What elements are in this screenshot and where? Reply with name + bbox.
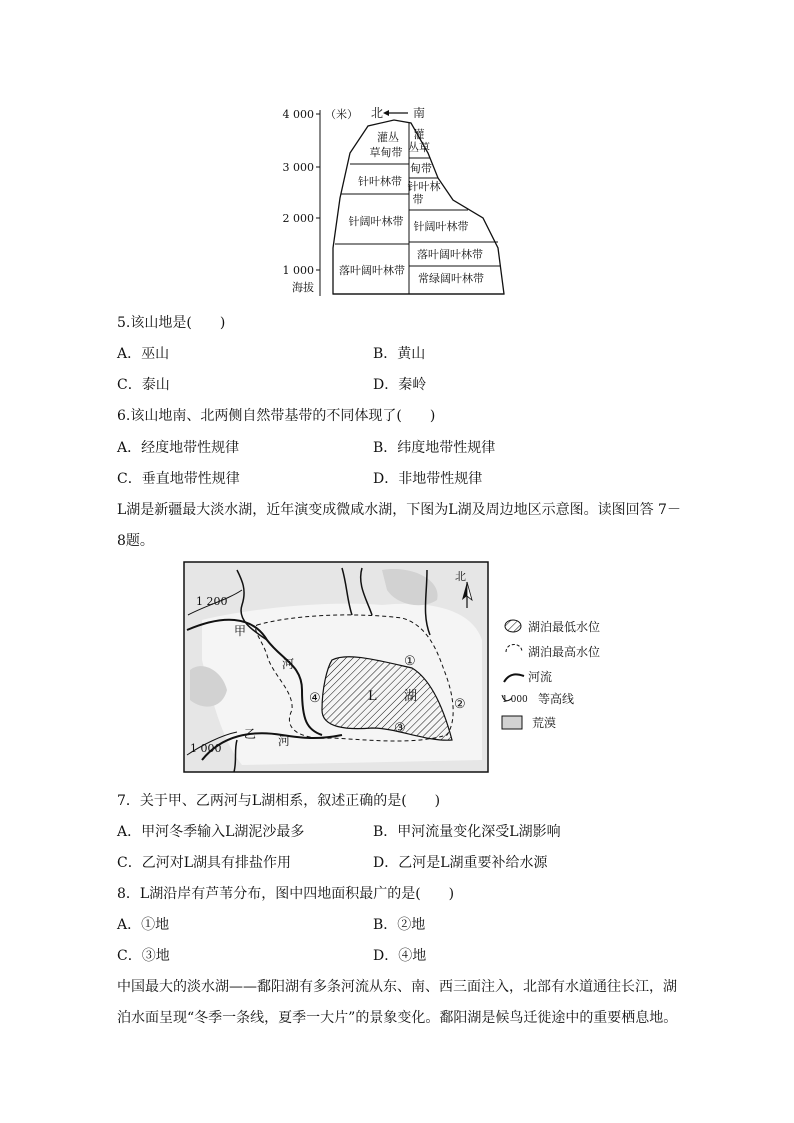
poyang-paragraph-line2: 泊水面呈现“冬季一条线，夏季一大片”的景象变化。鄱阳湖是候鸟迁徙途中的重要栖息地。	[117, 1010, 678, 1026]
q7-stem: 7．关于甲、乙两河与L湖相系，叙述正确的是( )	[117, 793, 441, 809]
q7-option-b[interactable]: B．甲河流量变化深受L湖影响	[373, 824, 561, 840]
south-zone-conifer: 针叶林带	[407, 180, 441, 206]
legend-low-water-icon	[505, 620, 521, 632]
north-zone-deciduous: 落叶阔叶林带	[339, 264, 405, 277]
legend-contour-value: 1 000	[502, 695, 528, 705]
q7-option-a[interactable]: A．甲河冬季输入L湖泥沙最多	[117, 824, 305, 840]
river-yi-he-label: 河	[278, 734, 291, 748]
marker-2: ②	[454, 697, 466, 712]
intro-7-8-line2: 8题。	[117, 533, 154, 549]
q5-option-a[interactable]: A．巫山	[117, 346, 170, 362]
legend-high-water: 湖泊最高水位	[528, 645, 601, 659]
marker-3: ③	[394, 721, 406, 736]
q5-stem: 5.该山地是( )	[117, 315, 226, 331]
north-zone-conifer: 针叶林带	[358, 175, 402, 188]
q8-option-a[interactable]: A．①地	[117, 917, 170, 933]
marker-4: ④	[309, 691, 321, 706]
legend-desert: 荒漠	[532, 716, 557, 730]
legend-low-water: 湖泊最低水位	[528, 620, 601, 634]
intro-7-8-line1: L湖是新疆最大淡水湖，近年演变成微咸水湖，下图为L湖及周边地区示意图。读图回答 7－	[117, 502, 681, 518]
poyang-paragraph-line1: 中国最大的淡水湖——鄱阳湖有多条河流从东、南、西三面注入，北部有水道通往长江，湖	[117, 979, 677, 995]
river-jia-label: 甲	[234, 624, 247, 638]
direction-north: 北	[371, 106, 384, 120]
q7-option-c[interactable]: C．乙河对L湖具有排盐作用	[117, 855, 292, 871]
q6-option-a[interactable]: A．经度地带性规律	[117, 440, 240, 456]
river-yi-label: 乙	[244, 727, 257, 741]
south-zone-deciduous: 落叶阔叶林带	[417, 248, 483, 261]
y-axis-unit: （米）	[325, 108, 358, 121]
q5-option-b[interactable]: B．黄山	[373, 346, 426, 362]
y-tick-1000: 1 000	[282, 264, 314, 277]
contour-1000-label: 1 000	[190, 742, 222, 755]
y-tick-3000: 3 000	[282, 161, 314, 174]
lake-map-figure	[182, 560, 622, 775]
q8-option-b[interactable]: B．②地	[373, 917, 426, 933]
legend-high-water-icon	[506, 645, 522, 653]
legend-desert-icon	[502, 716, 522, 729]
legend-river-icon	[504, 674, 524, 682]
y-tick-4000: 4 000	[282, 108, 314, 121]
legend-contour: 等高线	[538, 692, 575, 706]
south-zone-shrub-meadow: 灌丛草	[408, 128, 430, 154]
y-axis-base-label: 海拔	[292, 281, 314, 294]
contour-1200-label: 1 200	[196, 595, 228, 608]
q6-option-d[interactable]: D．非地带性规律	[373, 471, 483, 487]
south-zone-mixed: 针阔叶林带	[413, 220, 469, 233]
marker-1: ①	[404, 654, 416, 669]
q8-option-d[interactable]: D．④地	[373, 948, 427, 964]
q8-stem: 8．L湖沿岸有芦苇分布，图中四地面积最广的是( )	[117, 886, 455, 902]
legend-river: 河流	[528, 670, 553, 684]
q5-option-d[interactable]: D．秦岭	[373, 377, 427, 393]
q5-option-c[interactable]: C．泰山	[117, 377, 170, 393]
lake-hu-label: 湖	[404, 689, 418, 704]
direction-south: 南	[413, 106, 426, 120]
north-arrow-label: 北	[455, 570, 466, 583]
q7-option-d[interactable]: D．乙河是L湖重要补给水源	[373, 855, 548, 871]
map-legend	[502, 619, 600, 730]
q6-option-b[interactable]: B．纬度地带性规律	[373, 440, 496, 456]
q6-stem: 6.该山地南、北两侧自然带基带的不同体现了( )	[117, 408, 436, 424]
y-tick-2000: 2 000	[282, 212, 314, 225]
lake-L-label: L	[368, 689, 377, 704]
north-zone-mixed: 针阔叶林带	[348, 215, 404, 228]
river-jia-he-label: 河	[282, 657, 295, 671]
q6-option-c[interactable]: C．垂直地带性规律	[117, 471, 240, 487]
q8-option-c[interactable]: C．③地	[117, 948, 170, 964]
mountain-zone-figure	[278, 98, 518, 300]
south-zone-shrub-meadow-2: 甸带	[410, 162, 432, 175]
south-zone-evergreen: 常绿阔叶林带	[418, 272, 484, 285]
north-zone-shrub-meadow: 灌丛草甸带	[369, 131, 403, 159]
